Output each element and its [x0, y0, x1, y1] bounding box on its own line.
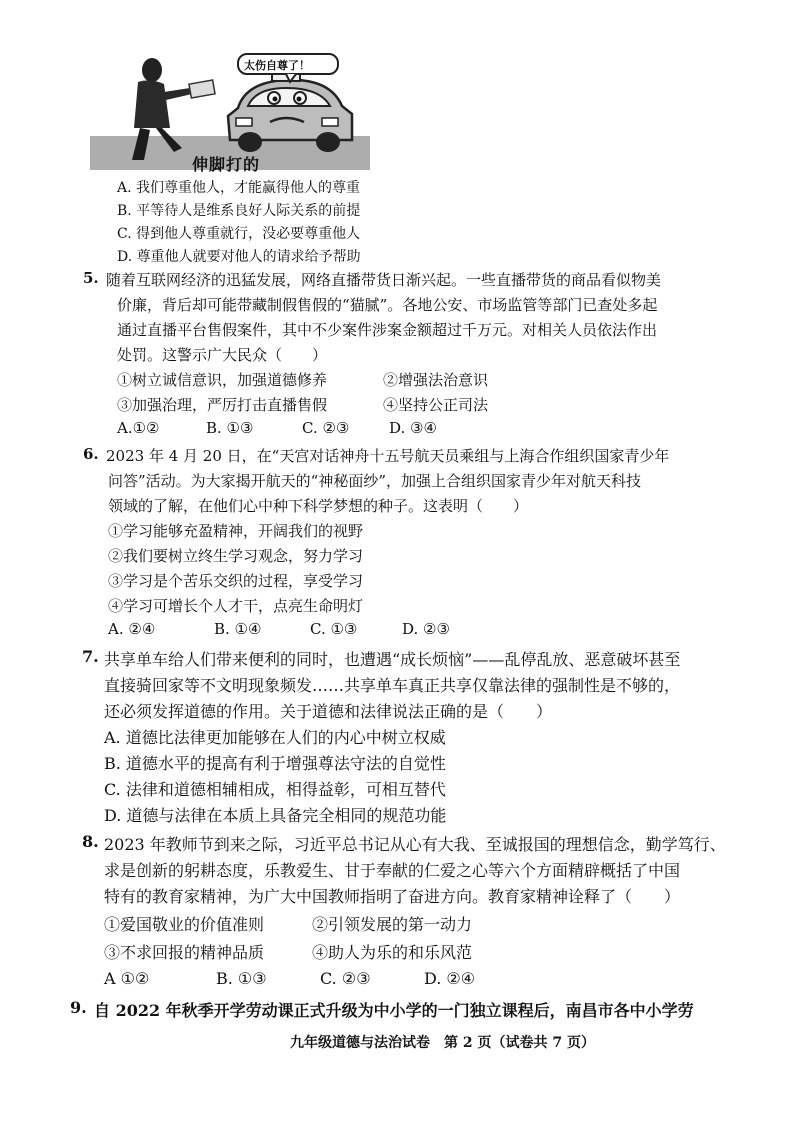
q9-number: 9. [70, 998, 87, 1017]
q8-item-2: ②引领发展的第一动力 [312, 915, 473, 934]
q4-option-b: B. 平等待人是维系良好人际关系的前提 [117, 203, 361, 219]
q8-option-a: A ①② [104, 969, 150, 988]
q7-option-d: D. 道德与法律在本质上具备完全相同的规范功能 [104, 806, 447, 825]
q5-item-3: ③加强治理，严厉打击直播售假 [117, 396, 328, 414]
q7-option-b: B. 道德水平的提高有利于增强尊法守法的自觉性 [104, 754, 446, 773]
q8-number: 8. [82, 832, 99, 851]
q5-stem-line-4: 处罚。这警示广大民众（ ） [117, 346, 328, 364]
q8-option-b: B. ①③ [216, 969, 267, 988]
q7-option-c: C. 法律和道德相辅相成，相得益彰，可相互替代 [104, 780, 446, 799]
speech-bubble-text: 太伤自尊了！ [244, 59, 310, 72]
q7-option-a: A. 道德比法律更加能够在人们的内心中树立权威 [104, 728, 446, 747]
q8-stem-line-1: 2023 年教师节到来之际，习近平总书记从心有大我、至诚报国的理想信念，勤学笃行、 [104, 835, 726, 854]
q5-option-c: C. ②③ [302, 419, 350, 437]
q8-item-1: ①爱国敬业的价值准则 [104, 915, 265, 934]
q5-item-4: ④坚持公正司法 [383, 396, 489, 414]
q6-option-d: D. ②③ [402, 620, 450, 638]
q6-item-3: ③学习是个苦乐交织的过程，享受学习 [108, 572, 364, 590]
q6-item-2: ②我们要树立终生学习观念，努力学习 [108, 547, 364, 565]
q8-item-4: ④助人为乐的和乐风范 [312, 943, 473, 962]
q9-stem-line-1: 自 2022 年秋季开学劳动课正式升级为中小学的一门独立课程后，南昌市各中小学劳 [94, 1001, 694, 1020]
q5-stem-line-2: 价廉，背后却可能带藏制假售假的“猫腻”。各地公安、市场监管等部门已查处多起 [117, 296, 658, 314]
q8-stem-line-2: 求是创新的躬耕态度，乐教爱生、甘于奉献的仁爱之心等六个方面精辟概括了中国 [104, 861, 681, 880]
q6-number: 6. [83, 445, 99, 463]
q5-stem-line-3: 通过直播平台售假案件，其中不少案件涉案金额超过千万元。对相关人员依法作出 [117, 321, 658, 339]
q6-option-b: B. ①④ [214, 620, 262, 638]
q7-stem-line-1: 共享单车给人们带来便利的同时，也遭遇“成长烦恼”——乱停乱放、恶意破坏甚至 [104, 650, 681, 669]
q5-option-d: D. ③④ [389, 419, 437, 437]
q4-option-a: A. 我们尊重他人，才能赢得他人的尊重 [117, 180, 361, 196]
q7-stem-line-2: 直接骑回家等不文明现象频发……共享单车真正共享仅靠法律的强制性是不够的， [104, 676, 681, 695]
q6-item-1: ①学习能够充盈精神，开阔我们的视野 [108, 522, 364, 540]
q6-item-4: ④学习可增长个人才干，点亮生命明灯 [108, 597, 364, 615]
q8-item-3: ③不求回报的精神品质 [104, 943, 265, 962]
q6-stem-line-3: 领域的了解，在他们心中种下科学梦想的种子。这表明（ ） [108, 497, 529, 515]
page-footer: 九年级道德与法治试卷 第 2 页（试卷共 7 页） [290, 1035, 595, 1051]
q5-option-a: A.①② [117, 419, 160, 437]
q5-option-b: B. ①③ [206, 419, 254, 437]
q7-number: 7. [82, 647, 99, 666]
q7-stem-line-3: 还必须发挥道德的作用。关于道德和法律说法正确的是（ ） [104, 702, 553, 721]
q6-option-c: C. ①③ [310, 620, 358, 638]
q5-item-2: ②增强法治意识 [383, 371, 489, 389]
cartoon-caption: 伸脚打的 [192, 155, 261, 174]
q8-option-c: C. ②③ [320, 969, 371, 988]
q4-option-c: C. 得到他人尊重就行，没必要尊重他人 [117, 226, 361, 242]
q5-number: 5. [83, 269, 99, 287]
q8-option-d: D. ②④ [424, 969, 476, 988]
q6-option-a: A. ②④ [108, 620, 156, 638]
q5-stem-line-1: 随着互联网经济的迅猛发展，网络直播带货日渐兴起。一些直播带货的商品看似物美 [106, 271, 662, 289]
q8-stem-line-3: 特有的教育家精神，为广大中国教师指明了奋进方向。教育家精神诠释了（ ） [104, 887, 681, 906]
q6-stem-line-2: 问答”活动。为大家揭开航天的“神秘面纱”，加强上合组织国家青少年对航天科技 [108, 472, 642, 490]
q4-option-d: D. 尊重他人就要对他人的请求给予帮助 [117, 249, 361, 265]
q5-item-1: ①树立诚信意识，加强道德修养 [117, 371, 328, 389]
q6-stem-line-1: 2023 年 4 月 20 日，在“天宫对话神舟十五号航天员乘组与上海合作组织国家青少年 [106, 447, 670, 465]
